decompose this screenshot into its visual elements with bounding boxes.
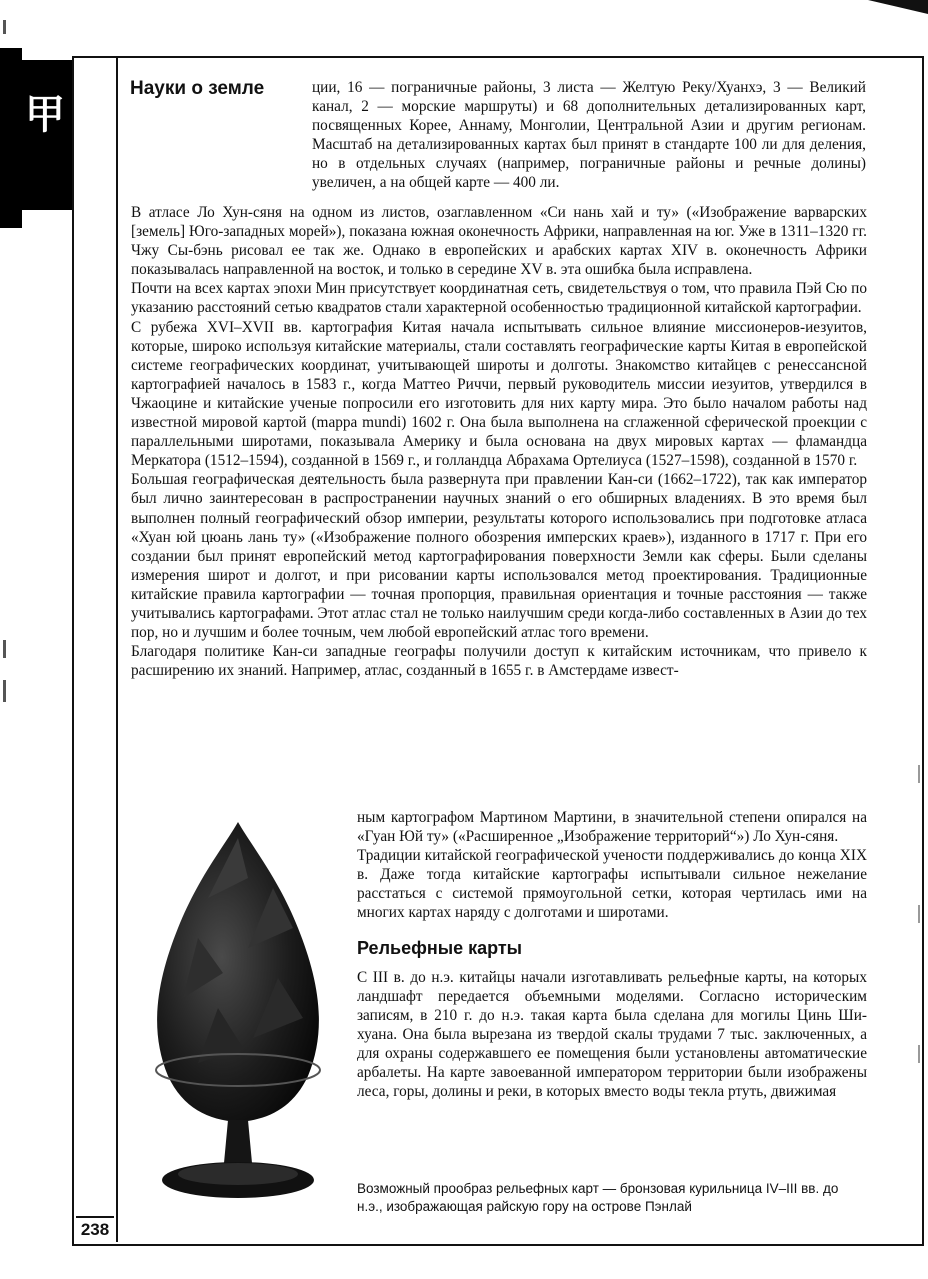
right-column bbox=[357, 808, 867, 1101]
paragraph: ции, 16 — пограничные районы, 3 листа — Желтую Реку/Хуанхэ, 3 — Великий канал, 2 — морские маршруты) и 68 дополнительных детализированных карт, посвященных Корее, Аннаму, Монголии, Центральной Азии и другим регионам. Масштаб на детализированных картах был принят в стандарте 100 ли для деления, но в отдельных случаях (например, пограничные районы и речные долины) увеличен, а на общей карте — 400 ли. bbox=[312, 79, 866, 192]
page-number: 238 bbox=[76, 1216, 114, 1242]
intro-paragraph bbox=[312, 78, 866, 193]
paragraph: Большая географическая деятельность была развернута при правлении Кан-си (1662–1722), так как император был лично заинтересован в распространении научных знаний о его обширных владениях. В это время был выполнен полный географический обзор империи, результаты которого использовались при подготовке атласа «Хуан юй цюань лань ту» («Изображение полного обозрения имперских краев»), изданного в 1717 г. При его создании был принят европейский метод картографирования поверхности Земли как сферы. Были сделаны измерения широт и долгот, и при рисовании карты использовался метод проектирования. Традиционные китайские правила картографии — точная пропорция, правильная ориентация и точные расстояния — также учитывались картографами. Этот атлас стал не только наилучшим среди когда-либо составленных в Азии до тех пор, но и лучшим и более точным, чем любой европейский атлас того времени. bbox=[131, 471, 867, 642]
paragraph: С III в. до н.э. китайцы начали изготавливать рельефные карты, на которых ландшафт передается объемными моделями. Согласно историческим записям, в 210 г. до н.э. такая карта была сделана для могилы Цинь Ши-хуана. Она была вырезана из твердой скалы трудами 7 тыс. заключенных, а для охраны содержавшего ее помещения были установлены автоматические арбалеты. На карте завоеванной императором территории были изображены леса, горы, долины и реки, в которых вместо воды текла ртуть, движимая bbox=[357, 968, 867, 1101]
corner-mark bbox=[868, 0, 928, 14]
paragraph: Благодаря политике Кан-си западные географы получили доступ к китайским источникам, что привело к расширению их знаний. Например, атлас, созданный в 1655 г. в Амстердаме извест- bbox=[131, 643, 867, 680]
figure-caption: Возможный прообраз рельефных карт — бронзовая курильница IV–III вв. до н.э., изображающая райскую гору на острове Пэнлай bbox=[357, 1181, 839, 1214]
margin-tick bbox=[3, 680, 6, 702]
incense-burner-image bbox=[128, 808, 348, 1204]
incense-burner-illustration bbox=[128, 808, 348, 1204]
main-text bbox=[131, 203, 867, 680]
margin-tick bbox=[3, 640, 6, 658]
paragraph: С рубежа XVI–XVII вв. картография Китая начала испытывать сильное влияние миссионеров-иезуитов, которые, широко используя китайские материалы, стали составлять географические карты Китая в европейской системе географических координат, учитывающей широты и долготы. Знакомство китайцев с ренессансной картографией началось в 1583 г., когда Маттео Риччи, первый руководитель миссии иезуитов, утвердился в Чжаоцине и китайские ученые попросили его изготовить для них карту мира. Это было началом работы над известной мировой картой (mappa mundi) 1602 г. Она была выполнена на сглаженной сферической проекции с параллельными широтами, показывала Америку и была основана на двух мировых картах — фламандца Меркатора (1512–1594), созданной в 1569 г., и голландца Абрахама Ортелиуса (1527–1598), созданной в 1570 г. bbox=[131, 318, 867, 470]
section-title: Науки о земле bbox=[130, 78, 265, 99]
section-heading: Рельефные карты bbox=[357, 937, 523, 958]
margin-tick bbox=[3, 20, 6, 34]
paragraph: Традиции китайской географической учености поддерживались до конца XIX в. Даже тогда китайские картографы испытывали сильное нежелание расстаться с системой прямоугольной сетки, которая чертилась ими на многих картах наряду с долготами и широтами. bbox=[357, 847, 867, 922]
paragraph: ным картографом Мартином Мартини, в значительной степени опирался на «Гуан Юй ту» («Расширенное „Изображение территорий“») Ло Хун-сяня. bbox=[357, 809, 867, 846]
paragraph: Почти на всех картах эпохи Мин присутствует координатная сеть, свидетельствуя о том, что правила Пэй Сю по указанию расстояний сетью квадратов стали характерной особенностью традиционной китайской картографии. bbox=[131, 280, 867, 317]
page-frame-divider bbox=[116, 56, 118, 1242]
section-tab-glyph: 甲 bbox=[25, 91, 65, 138]
paragraph: В атласе Ло Хун-сяня на одном из листов, озаглавленном «Си нань хай и ту» («Изображение варварских [земель] Юго-западных морей»), показана южная оконечность Африки, направленная на юг. Уже в 1311–1320 гг. Чжу Сы-бэнь рисовал ее так же. Однако в европейских и арабских картах XIV в. оконечность Африки показывалась направленной на восток, и только в середине XV в. эта ошибка была исправлена. bbox=[131, 204, 867, 279]
